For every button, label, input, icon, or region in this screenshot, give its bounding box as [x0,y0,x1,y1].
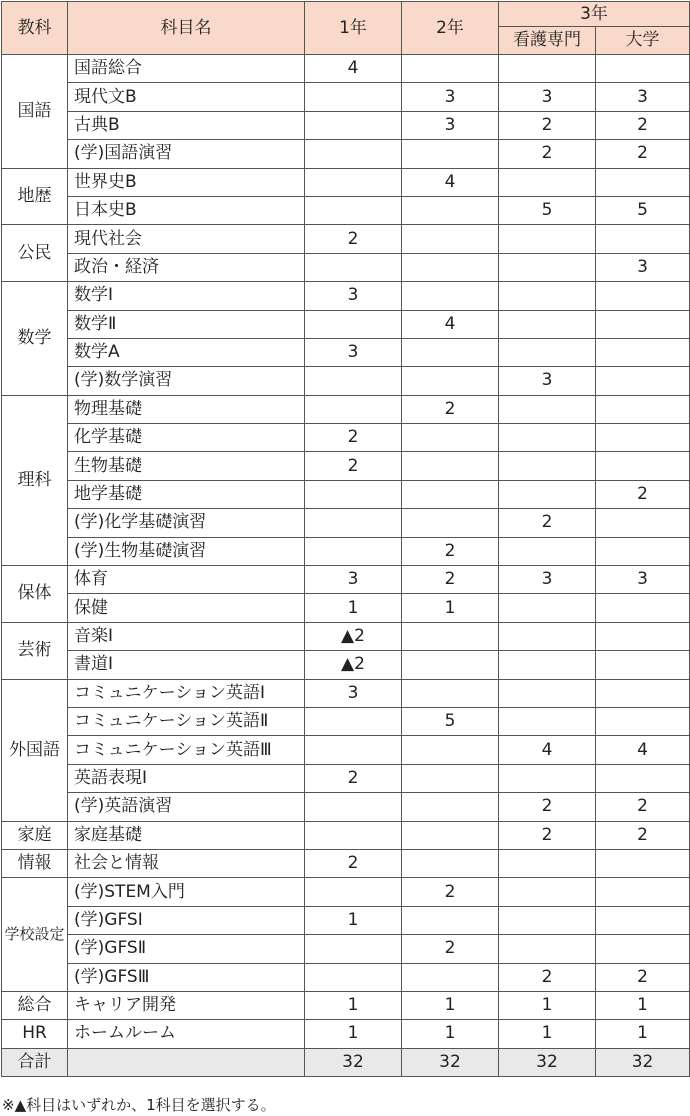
table-row [2,764,690,792]
subject-cell: 現代文B [68,83,305,111]
credits-u-cell [596,395,690,423]
category-cell: HR [2,1020,68,1048]
credits-y2-cell: 3 [402,111,499,139]
footnote: ※▲科目はいずれか、1科目を選択する。 [2,1096,276,1114]
credits-u-cell: 2 [596,821,690,849]
subject-cell: (学)GFSⅠ [68,906,305,934]
credits-u-cell [596,537,690,565]
category-cell: 情報 [2,849,68,877]
subject-cell: 古典B [68,111,305,139]
table-row [2,168,690,196]
credits-n-cell [499,849,596,877]
credits-u-cell [596,225,690,253]
table-row [2,566,690,594]
subject-cell: 体育 [68,566,305,594]
table-row [2,849,690,877]
table-row [2,196,690,224]
credits-y2-cell [402,55,499,83]
subject-cell: (学)数学演習 [68,367,305,395]
credits-n-cell [499,594,596,622]
credits-n-cell [499,395,596,423]
credits-y2-cell [402,622,499,650]
credits-y2-cell [402,424,499,452]
credits-n-cell: 2 [499,963,596,991]
credits-n-cell [499,906,596,934]
credits-n-cell [499,282,596,310]
table-row [2,935,690,963]
table-row [2,878,690,906]
credits-u-cell [596,338,690,366]
subject-cell: 数学A [68,338,305,366]
credits-y1-cell: 4 [305,55,402,83]
table-row [2,83,690,111]
credits-y1-cell: 2 [305,225,402,253]
table-row [2,537,690,565]
credits-n-cell [499,310,596,338]
subject-cell: 家庭基礎 [68,821,305,849]
credits-y1-cell: 2 [305,764,402,792]
credits-y1-cell [305,310,402,338]
credits-n-cell: 3 [499,83,596,111]
subject-cell: 地学基礎 [68,480,305,508]
credits-y1-cell: 2 [305,424,402,452]
credits-y2-cell [402,821,499,849]
credits-y2-cell: 1 [402,594,499,622]
category-cell: 外国語 [2,679,68,821]
credits-y1-cell [305,395,402,423]
table-row [2,622,690,650]
credits-u-cell [596,452,690,480]
table-row [2,707,690,735]
credits-y2-cell [402,679,499,707]
credits-y2-cell [402,282,499,310]
category-cell: 公民 [2,225,68,282]
subject-cell: 化学基礎 [68,424,305,452]
table-body [2,55,690,1077]
credits-y1-cell [305,367,402,395]
credits-n-cell: 2 [499,111,596,139]
credits-y2-cell: 3 [402,83,499,111]
table-row [2,821,690,849]
header-category: 教科 [2,2,68,55]
credits-n-cell: 2 [499,793,596,821]
credits-y2-cell: 2 [402,566,499,594]
header-university: 大学 [596,27,690,55]
credits-y2-cell [402,849,499,877]
credits-y1-cell: 2 [305,452,402,480]
credits-y1-cell: 3 [305,338,402,366]
total-row [2,1048,690,1076]
subject-cell: (学)国語演習 [68,140,305,168]
subject-cell: コミュニケーション英語Ⅱ [68,707,305,735]
credits-y2-cell: 2 [402,537,499,565]
total-y1-cell: 32 [305,1048,402,1076]
category-cell: 数学 [2,282,68,396]
credits-y1-cell [305,168,402,196]
credits-y1-cell: 1 [305,594,402,622]
category-cell: 保体 [2,566,68,623]
credits-y1-cell: 1 [305,1020,402,1048]
subject-cell: コミュニケーション英語Ⅲ [68,736,305,764]
credits-u-cell [596,424,690,452]
table-row [2,140,690,168]
credits-n-cell [499,679,596,707]
credits-y2-cell: 4 [402,310,499,338]
credits-y2-cell: 1 [402,991,499,1019]
credits-y1-cell: 2 [305,849,402,877]
table-row [2,310,690,338]
credits-y2-cell [402,651,499,679]
subject-cell: (学)GFSⅢ [68,963,305,991]
category-cell: 地歴 [2,168,68,225]
subject-cell: 音楽Ⅰ [68,622,305,650]
credits-n-cell [499,878,596,906]
credits-y1-cell [305,793,402,821]
subject-cell: 国語総合 [68,55,305,83]
table-row [2,906,690,934]
subject-cell: コミュニケーション英語Ⅰ [68,679,305,707]
credits-u-cell [596,849,690,877]
header-nursing: 看護専門 [499,27,596,55]
total-y2-cell: 32 [402,1048,499,1076]
credits-y2-cell [402,367,499,395]
credits-n-cell [499,537,596,565]
credits-u-cell [596,935,690,963]
subject-cell: 物理基礎 [68,395,305,423]
credits-n-cell: 3 [499,566,596,594]
table-row [2,338,690,366]
credits-u-cell [596,878,690,906]
credits-y1-cell: 3 [305,679,402,707]
table-row [2,282,690,310]
subject-cell: 世界史B [68,168,305,196]
credits-y2-cell: 5 [402,707,499,735]
credits-n-cell [499,253,596,281]
table-row [2,736,690,764]
credits-y2-cell: 4 [402,168,499,196]
credits-y1-cell [305,140,402,168]
subject-cell: (学)英語演習 [68,793,305,821]
credits-y2-cell: 1 [402,1020,499,1048]
subject-cell: キャリア開発 [68,991,305,1019]
credits-u-cell: 2 [596,963,690,991]
table-row [2,367,690,395]
credits-y1-cell: ▲2 [305,651,402,679]
credits-u-cell: 2 [596,111,690,139]
credits-n-cell: 3 [499,367,596,395]
credits-y1-cell: 1 [305,906,402,934]
credits-u-cell [596,764,690,792]
credits-u-cell: 4 [596,736,690,764]
credits-n-cell [499,452,596,480]
total-label: 合計 [2,1048,68,1076]
category-cell: 家庭 [2,821,68,849]
credits-n-cell [499,707,596,735]
credits-y2-cell [402,452,499,480]
credits-u-cell: 3 [596,566,690,594]
credits-u-cell: 3 [596,83,690,111]
subject-cell: 政治・経済 [68,253,305,281]
subject-cell: 数学Ⅰ [68,282,305,310]
total-u-cell: 32 [596,1048,690,1076]
subject-cell: (学)GFSⅡ [68,935,305,963]
credits-u-cell [596,707,690,735]
table-row [2,1020,690,1048]
subject-cell: (学)化学基礎演習 [68,509,305,537]
subject-cell: 数学Ⅱ [68,310,305,338]
credits-n-cell [499,651,596,679]
credits-y2-cell [402,736,499,764]
table-row [2,253,690,281]
table-row [2,111,690,139]
credits-n-cell: 2 [499,509,596,537]
table-row [2,424,690,452]
credits-u-cell: 3 [596,253,690,281]
credits-n-cell [499,935,596,963]
credits-u-cell [596,367,690,395]
credits-n-cell [499,55,596,83]
credits-y2-cell: 2 [402,395,499,423]
category-cell: 理科 [2,395,68,565]
credits-y2-cell: 2 [402,935,499,963]
credits-y2-cell [402,480,499,508]
credits-u-cell: 1 [596,991,690,1019]
credits-n-cell: 1 [499,991,596,1019]
credits-y2-cell [402,509,499,537]
credits-y1-cell [305,111,402,139]
credits-u-cell: 2 [596,793,690,821]
credits-u-cell: 5 [596,196,690,224]
category-cell: 芸術 [2,622,68,679]
header-subject: 科目名 [68,2,305,55]
header-year3: 3年 [499,2,690,27]
table-row [2,452,690,480]
credits-n-cell: 5 [499,196,596,224]
category-cell: 学校設定 [2,878,68,992]
credits-u-cell [596,310,690,338]
credits-y2-cell: 2 [402,878,499,906]
category-cell: 総合 [2,991,68,1019]
credits-y1-cell [305,878,402,906]
credits-u-cell: 1 [596,1020,690,1048]
credits-y1-cell: 3 [305,566,402,594]
table-row [2,395,690,423]
credits-y1-cell [305,480,402,508]
credits-n-cell: 1 [499,1020,596,1048]
credits-n-cell [499,168,596,196]
subject-cell: (学)生物基礎演習 [68,537,305,565]
curriculum-table [1,1,690,1077]
credits-y2-cell [402,338,499,366]
table-row [2,509,690,537]
credits-u-cell [596,55,690,83]
credits-n-cell [499,764,596,792]
credits-y1-cell [305,537,402,565]
table-row [2,963,690,991]
credits-y2-cell [402,253,499,281]
credits-n-cell: 2 [499,140,596,168]
credits-n-cell: 4 [499,736,596,764]
credits-n-cell [499,225,596,253]
subject-cell: ホームルーム [68,1020,305,1048]
total-n-cell: 32 [499,1048,596,1076]
credits-u-cell [596,906,690,934]
credits-y1-cell: ▲2 [305,622,402,650]
credits-y1-cell: 3 [305,282,402,310]
credits-y1-cell [305,935,402,963]
credits-n-cell: 2 [499,821,596,849]
table-row [2,594,690,622]
subject-cell: 生物基礎 [68,452,305,480]
credits-y1-cell [305,253,402,281]
table-row [2,991,690,1019]
subject-cell: (学)STEM入門 [68,878,305,906]
credits-y2-cell [402,140,499,168]
credits-u-cell [596,509,690,537]
subject-cell: 現代社会 [68,225,305,253]
credits-y1-cell [305,963,402,991]
credits-u-cell [596,622,690,650]
credits-y1-cell [305,196,402,224]
subject-cell: 社会と情報 [68,849,305,877]
credits-u-cell [596,651,690,679]
subject-cell: 書道Ⅰ [68,651,305,679]
credits-y1-cell [305,509,402,537]
credits-y2-cell [402,764,499,792]
header-year1: 1年 [305,2,402,55]
subject-cell: 日本史B [68,196,305,224]
table-row [2,651,690,679]
subject-cell: 英語表現Ⅰ [68,764,305,792]
credits-n-cell [499,622,596,650]
credits-n-cell [499,480,596,508]
credits-u-cell [596,679,690,707]
credits-y1-cell: 1 [305,991,402,1019]
header-year2: 2年 [402,2,499,55]
credits-y1-cell [305,821,402,849]
subject-cell: 保健 [68,594,305,622]
credits-n-cell [499,424,596,452]
table-row [2,793,690,821]
table-row [2,679,690,707]
credits-y1-cell [305,707,402,735]
table-row [2,225,690,253]
credits-y2-cell [402,196,499,224]
credits-u-cell [596,594,690,622]
credits-u-cell: 2 [596,480,690,508]
credits-y1-cell [305,736,402,764]
credits-n-cell [499,338,596,366]
credits-y2-cell [402,225,499,253]
table-row [2,55,690,83]
credits-y2-cell [402,793,499,821]
header-row-1 [2,2,690,27]
credits-u-cell [596,168,690,196]
category-cell: 国語 [2,55,68,169]
table-row [2,480,690,508]
credits-u-cell [596,282,690,310]
credits-y2-cell [402,963,499,991]
credits-y1-cell [305,83,402,111]
total-subject-empty [68,1048,305,1076]
credits-u-cell: 2 [596,140,690,168]
credits-y2-cell [402,906,499,934]
